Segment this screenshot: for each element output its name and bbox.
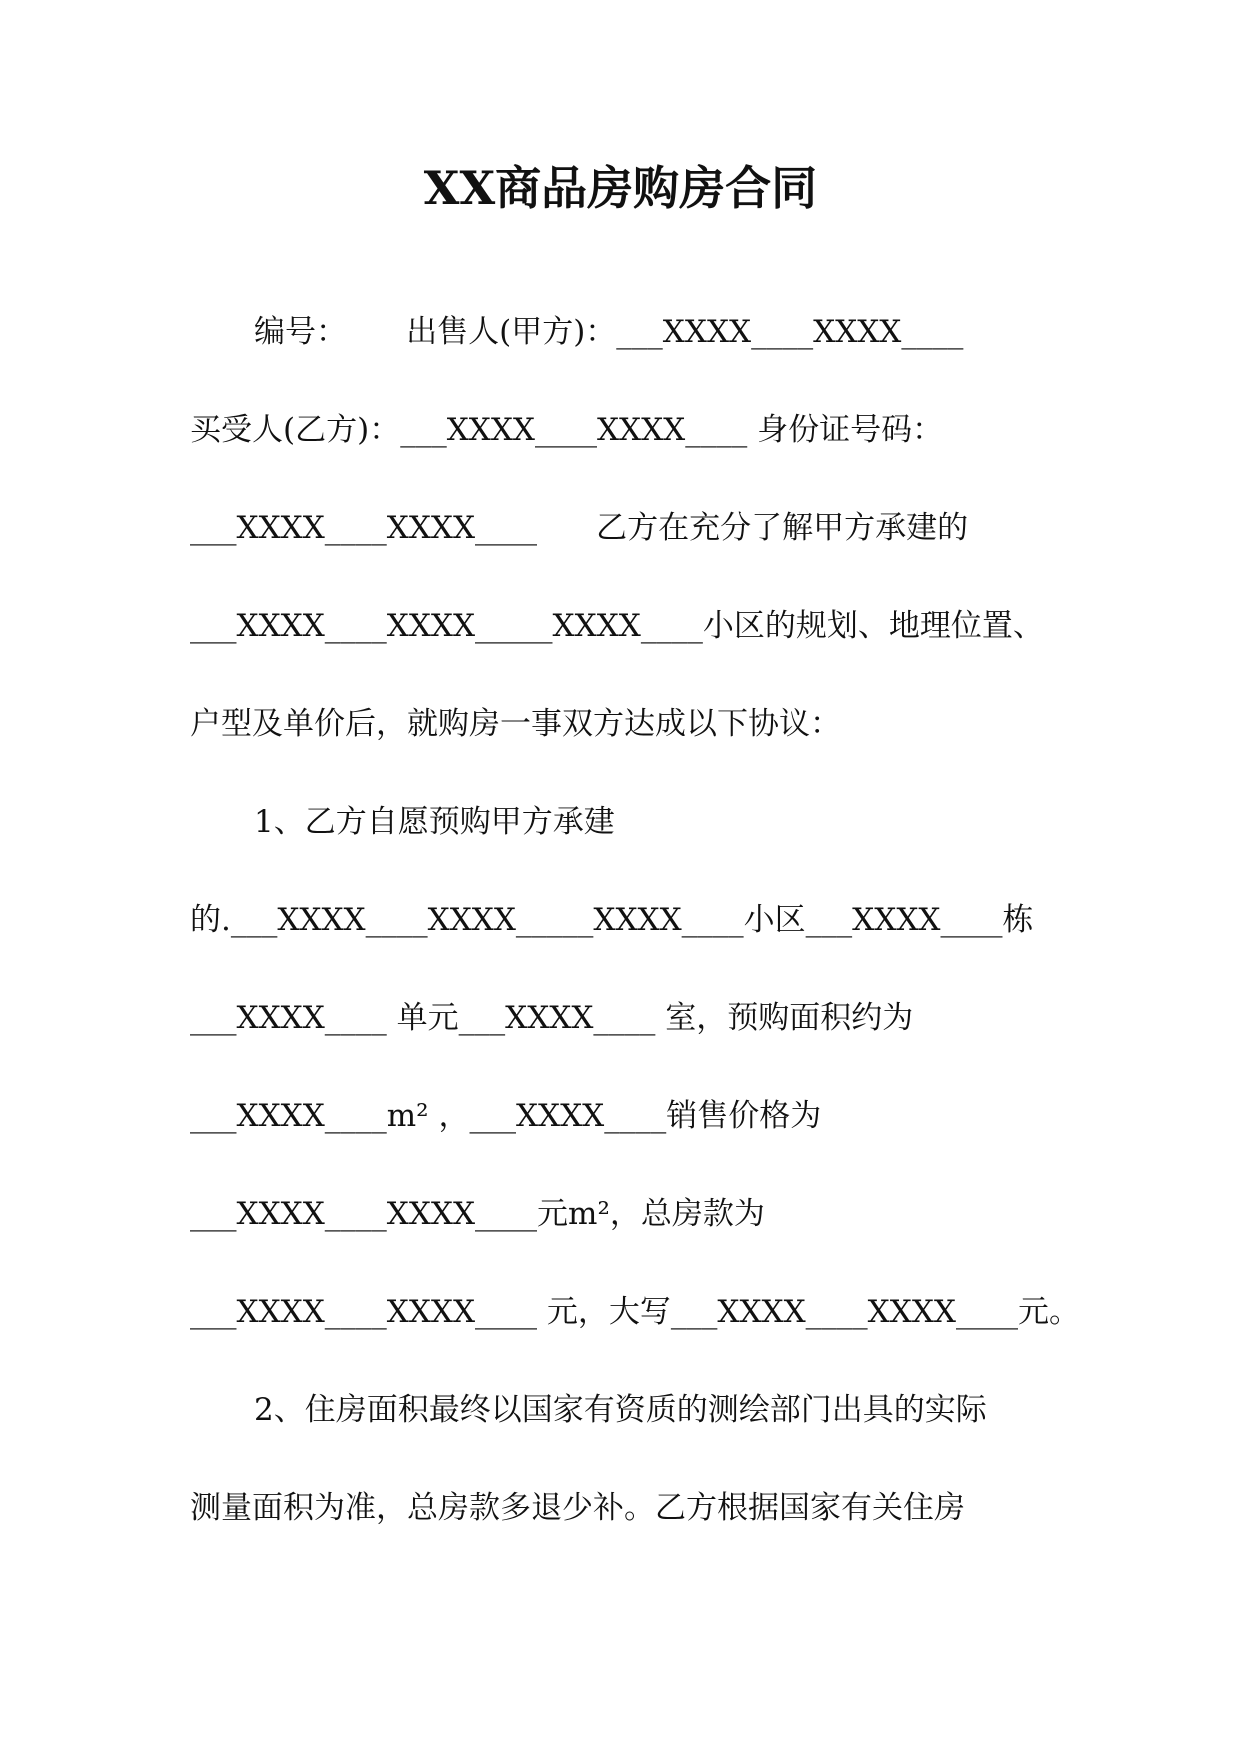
line-clause-1-unit: ___XXXX____ 单元___XXXX____ 室，预购面积约为 — [190, 1000, 914, 1036]
line-buyer-understanding: ___XXXX____XXXX____ 乙方在充分了解甲方承建的 — [190, 510, 969, 546]
line-clause-1-total-price: ___XXXX____XXXX____ 元，大写___XXXX____XXXX____元。 — [190, 1294, 1080, 1330]
line-clause-2-start: 2、住房面积最终以国家有资质的测绘部门出具的实际 — [254, 1392, 987, 1428]
line-buyer-id: 买受人(乙方)：___XXXX____XXXX____ 身份证号码： — [190, 412, 944, 448]
line-contract-number-seller: 编号： 出售人(甲方)：___XXXX____XXXX____ — [254, 314, 964, 350]
line-clause-1-building: 的.___XXXX____XXXX_____XXXX____小区___XXXX____栋 — [190, 902, 1034, 938]
line-agreement-intro: 户型及单价后，就购房一事双方达成以下协议： — [190, 706, 841, 742]
line-clause-2-continued: 测量面积为准，总房款多退少补。乙方根据国家有关住房 — [190, 1490, 965, 1526]
line-clause-1-area: ___XXXX____m² ，___XXXX____销售价格为 — [190, 1098, 822, 1134]
line-clause-1-start: 1、乙方自愿预购甲方承建 — [254, 804, 615, 840]
line-clause-1-unit-price: ___XXXX____XXXX____元m²，总房款为 — [190, 1196, 765, 1232]
document-title: XX商品房购房合同 — [423, 161, 818, 215]
line-community-plan: ___XXXX____XXXX_____XXXX____小区的规划、地理位置、 — [190, 608, 1044, 644]
